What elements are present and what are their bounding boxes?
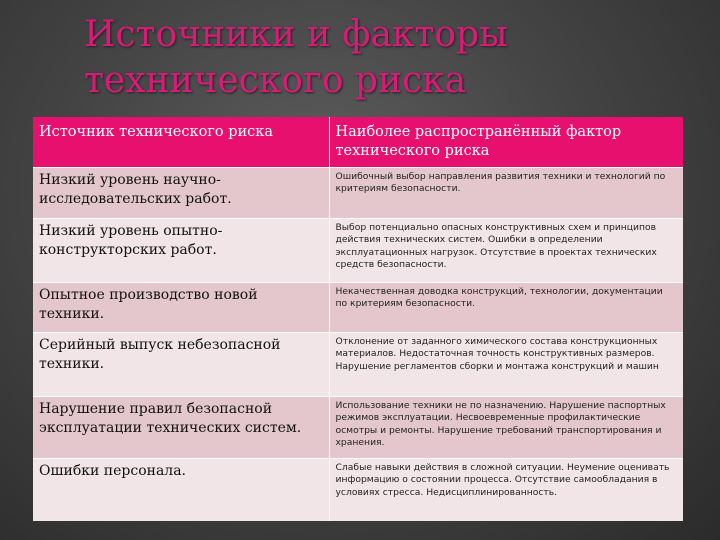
risk-factor-cell: Отклонение от заданного химического состава конструкционных материалов. Недостаточная точность конструктивных размеров. Нарушение регламентов сборки и монтажа конструкций и машин: [329, 333, 683, 397]
table-row: [33, 219, 683, 283]
risk-factor-cell: Использование техники не по назначению. Нарушение паспортных режимов эксплуатации. Несвоевременные профилактические осмотры и ремонты. Нарушение требований транспортирования и хранения.: [329, 397, 683, 459]
table-row: [33, 397, 683, 459]
page-title: Источники и факторы технического риска: [84, 14, 508, 101]
risk-source-cell: Низкий уровень научно-исследовательских работ.: [33, 168, 329, 219]
risk-factor-cell: Некачественная доводка конструкций, технологии, документации по критериям безопасности.: [329, 283, 683, 333]
risk-source-cell: Серийный выпуск небезопасной техники.: [33, 333, 329, 397]
column-header-factor: Наиболее распространённый фактор технического риска: [329, 117, 683, 168]
risk-factor-cell: Слабые навыки действия в сложной ситуации. Неумение оценивать информацию о состоянии процесса. Отсутствие самообладания в условиях стресса. Недисциплинированность.: [329, 459, 683, 521]
column-header-source: Источник технического риска: [33, 117, 329, 168]
table-row: [33, 168, 683, 219]
risk-source-cell: Низкий уровень опытно-конструкторских работ.: [33, 219, 329, 283]
risk-factor-cell: Выбор потенциально опасных конструктивных схем и принципов действия технических систем. Ошибки в определении эксплуатационных нагрузок. Отсутствие в проектах технических средств безопасности.: [329, 219, 683, 283]
risk-table-container: [33, 117, 683, 521]
risk-source-cell: Нарушение правил безопасной эксплуатации технических систем.: [33, 397, 329, 459]
table-header-row: [33, 117, 683, 168]
risk-factor-cell: Ошибочный выбор направления развития техники и технологий по критериям безопасности.: [329, 168, 683, 219]
risk-table: [33, 117, 683, 521]
risk-source-cell: Ошибки персонала.: [33, 459, 329, 521]
table-row: [33, 459, 683, 521]
table-row: [33, 333, 683, 397]
risk-source-cell: Опытное производство новой техники.: [33, 283, 329, 333]
table-row: [33, 283, 683, 333]
